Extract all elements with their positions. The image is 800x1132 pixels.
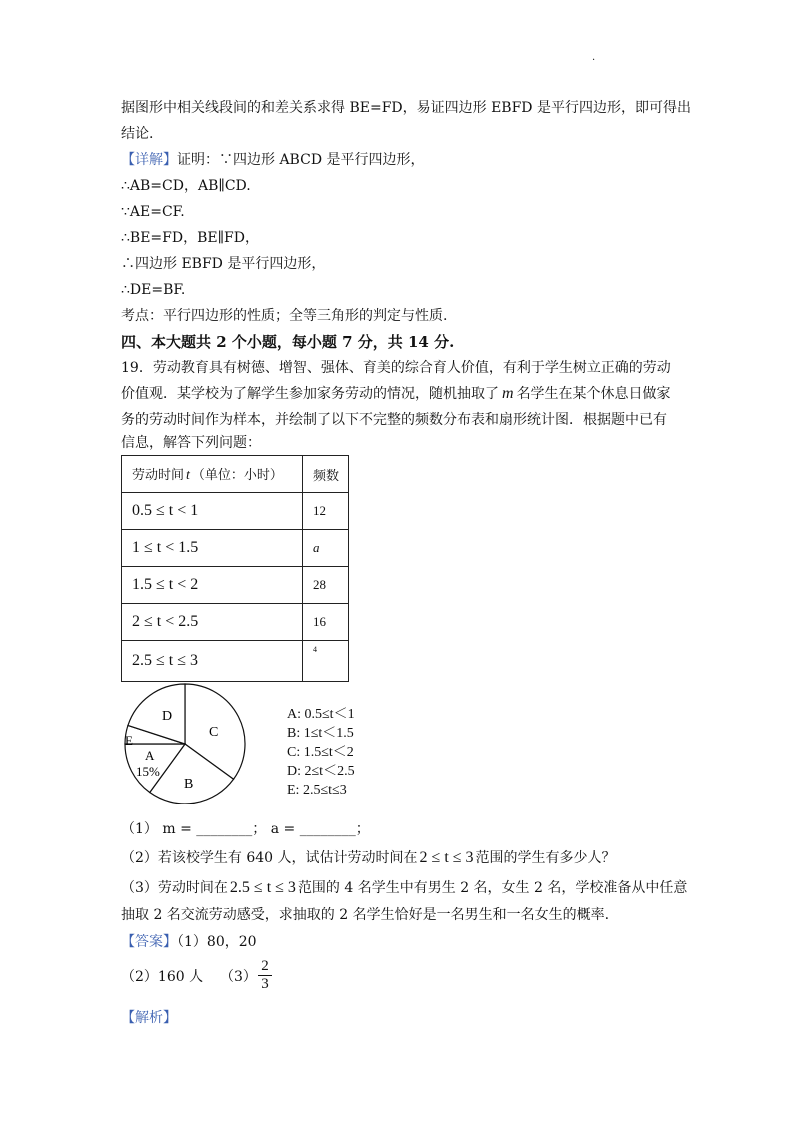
proof-line-6: ∴DE=BF. [121,282,186,298]
frequency-table [121,455,349,682]
problem-line-2-a: 价值观．某学校为了解学生参加家务劳动的情况，随机抽取了 [121,386,499,402]
table-cell-range: 1 ≤ t < 1.5 [122,530,303,567]
table-row [122,567,349,604]
legend-item: C: 1.5≤t＜2 [287,745,354,760]
table-row [122,641,349,682]
problem-line-3: 务的劳动时间作为样本，并绘制了以下不完整的频数分布表和扇形统计图．根据题中已有 [121,412,667,428]
table-row [122,530,349,567]
question-2-math: 2 ≤ t ≤ 3 [419,849,474,866]
fraction-numerator: 2 [261,958,269,974]
table-row [122,604,349,641]
question-2-a: （2）若该校学生有 640 人，试估计劳动时间在 [121,850,418,866]
answer-line-1 [121,932,257,952]
question-2-b: 范围的学生有多少人？ [475,850,616,866]
table-header-row [122,456,349,493]
table-cell-range: 2 ≤ t < 2.5 [122,604,303,641]
question-3-line-2: 抽取 2 名交流劳动感受，求抽取的 2 名学生恰好是一名男生和一名女生的概率. [121,907,610,923]
table-cell-range: 2.5 ≤ t ≤ 3 [122,641,303,682]
proof-line-1-text: 证明：∵四边形 ABCD 是平行四边形， [177,152,425,168]
question-3-a: （3）劳动时间在 [121,880,228,896]
legend-item: A: 0.5≤t＜1 [287,707,355,722]
table-cell-freq: 12 [303,493,349,530]
problem-line-4: 信息，解答下列问题： [121,435,261,451]
fraction-denominator: 3 [258,975,272,993]
intro-line-2: 结论. [121,126,154,142]
answer-2: （2）160 人 [121,969,204,985]
table-cell-freq: a [303,530,349,567]
question-2 [121,848,616,868]
table-cell-range: 0.5 ≤ t < 1 [122,493,303,530]
proof-label: 【详解】 [121,152,177,168]
problem-line-2-b: 名学生在某个休息日做家 [516,386,671,402]
question-3-b: 范围的 4 名学生中有男生 2 名，女生 2 名，学校准备从中任意 [297,880,688,896]
variable-m: m [502,385,514,402]
proof-line-3: ∵AE=CF. [121,204,185,220]
pie-label-A-percent: 15% [136,764,160,779]
question-3-math: 2.5 ≤ t ≤ 3 [229,879,296,896]
legend-item: B: 1≤t＜1.5 [287,726,354,741]
answer-3-label: （3） [220,969,257,985]
proof-line-1 [121,150,425,170]
answer-3-fraction [258,958,272,993]
legend-item: E: 2.5≤t≤3 [287,783,347,798]
pie-label-A: A [145,748,155,763]
answer-1: （1）80，20 [177,934,257,950]
pie-chart [118,682,252,804]
answer-label: 【答案】 [121,934,177,950]
header-mark: . [592,52,596,63]
table-cell-freq: 4 [303,641,349,682]
kaodian: 考点：平行四边形的性质；全等三角形的判定与性质. [121,308,448,324]
problem-line-1: 19．劳动教育具有树德、增智、强体、育美的综合育人价值，有利于学生树立正确的劳动 [121,360,671,376]
table-cell-range: 1.5 ≤ t < 2 [122,567,303,604]
section-title: 四、本大题共 2 个小题，每小题 7 分，共 14 分. [121,333,455,351]
pie-label-C: C [209,725,219,740]
proof-line-2: ∴AB=CD，AB∥CD. [121,178,251,194]
question-3 [121,878,687,898]
problem-line-2 [121,384,671,404]
analysis-label: 【解析】 [121,1010,177,1026]
pie-label-D: D [162,709,173,724]
question-1: （1） m = ________； a = ________； [121,821,370,837]
pie-label-E: E [125,733,133,748]
table-row [122,493,349,530]
proof-line-5: ∴四边形 EBFD 是平行四边形， [121,256,326,272]
table-cell-freq: 28 [303,567,349,604]
pie-label-B: B [184,777,194,792]
table-header-time: 劳动时间 t （单位：小时） [122,456,303,493]
legend-item: D: 2≤t＜2.5 [287,764,355,779]
table-header-freq: 频数 [303,456,349,493]
pie-legend [287,705,355,800]
table-cell-freq: 16 [303,604,349,641]
intro-line-1: 据图形中相关线段间的和差关系求得 BE=FD，易证四边形 EBFD 是平行四边形，即可得出 [121,100,691,116]
proof-line-4: ∴BE=FD，BE∥FD， [121,230,259,246]
